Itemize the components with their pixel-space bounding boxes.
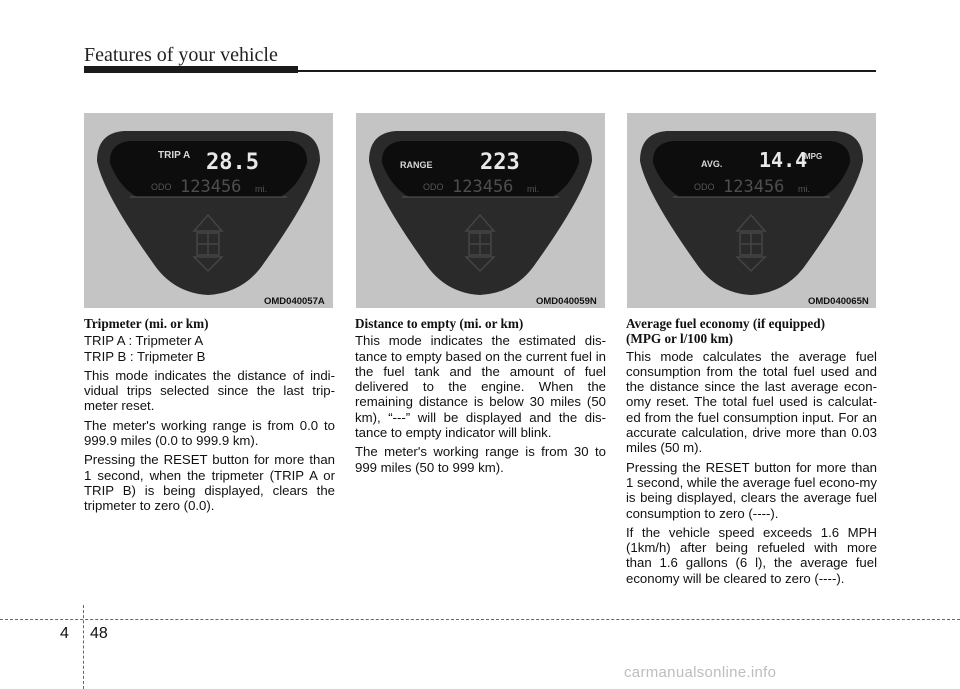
body-paragraph: Pressing the RESET button for more than 1 second, when the tripmeter (TRIP A or TRIP B) is being displayed, clears the tripmeter to zero (0.0).	[84, 452, 335, 514]
watermark: carmanualsonline.info	[624, 664, 777, 681]
odo-unit: mi.	[527, 184, 539, 194]
section-subheading: (MPG or l/100 km)	[626, 331, 734, 347]
section-heading: Tripmeter (mi. or km)	[84, 316, 209, 331]
cluster-figure-range	[356, 113, 605, 308]
page-number: 48	[90, 625, 108, 642]
odo-readout: 123456	[180, 177, 242, 197]
odo-readout: 123456	[723, 177, 785, 197]
main-unit: MPG	[804, 152, 823, 161]
mode-label: RANGE	[400, 160, 433, 170]
odo-unit: mi.	[255, 184, 267, 194]
body-paragraph: This mode calculates the average fuel consumption from the total fuel used and the distance since the last average econ-omy reset. The total fuel used is calculat-ed from the fuel consumption input. For an accurate calculation, drive more than 0.03 miles (50 m).	[626, 348, 877, 456]
header-rule	[298, 70, 876, 72]
footer-rule	[0, 619, 960, 620]
column-average-fuel-economy	[626, 316, 877, 590]
figure-code: OMD040065N	[808, 296, 869, 307]
main-readout: 223	[480, 150, 520, 175]
body-paragraph: This mode indicates the distance of indi-vidual trips selected since the last trip-meter reset.	[84, 367, 335, 414]
section-number: 4	[60, 625, 69, 642]
body-paragraph: This mode indicates the estimated dis-tance to empty based on the current fuel in the fuel tank and the amount of fuel delivered to the engine. When the remaining distance is below 30 miles (50 km), “---” will be displayed and the dis-tance to empty indicator will blink.	[355, 333, 606, 441]
section-heading: Distance to empty (mi. or km)	[355, 316, 524, 331]
main-readout: 14.4	[759, 148, 808, 172]
cluster-figure-avg	[627, 113, 876, 308]
mode-label: TRIP A	[158, 150, 191, 161]
column-tripmeter	[84, 316, 335, 518]
body-paragraph: Pressing the RESET button for more than 1 second, while the average fuel econo-my is being displayed, clears the average fuel consumption to zero (----).	[626, 459, 877, 521]
mode-label: AVG.	[701, 159, 723, 169]
body-paragraph: If the vehicle speed exceeds 1.6 MPH (1km/h) after being refueled with more than 1.6 gallons (6 l), the average fuel economy will be cleared to zero (----).	[626, 524, 877, 586]
body-paragraph: The meter's working range is from 30 to 999 miles (50 to 999 km).	[355, 444, 606, 475]
cluster-figure-trip	[84, 113, 333, 308]
footer-divider	[83, 605, 84, 689]
body-line: TRIP B : Tripmeter B	[84, 348, 206, 364]
main-readout: 28.5	[206, 150, 259, 175]
figure-code: OMD040059N	[536, 296, 597, 307]
column-distance-to-empty	[355, 316, 606, 479]
header-bar	[84, 66, 298, 73]
odo-unit: mi.	[798, 184, 810, 194]
figure-code: OMD040057A	[264, 296, 325, 307]
odo-label: ODO	[151, 182, 172, 192]
odo-label: ODO	[694, 182, 715, 192]
body-line: TRIP A : Tripmeter A	[84, 333, 204, 349]
odo-label: ODO	[423, 182, 444, 192]
body-paragraph: The meter's working range is from 0.0 to 999.9 miles (0.0 to 999.9 km).	[84, 417, 335, 449]
header-title: Features of your vehicle	[84, 44, 278, 66]
section-heading: Average fuel economy (if equipped)	[626, 316, 826, 331]
odo-readout: 123456	[452, 177, 514, 197]
